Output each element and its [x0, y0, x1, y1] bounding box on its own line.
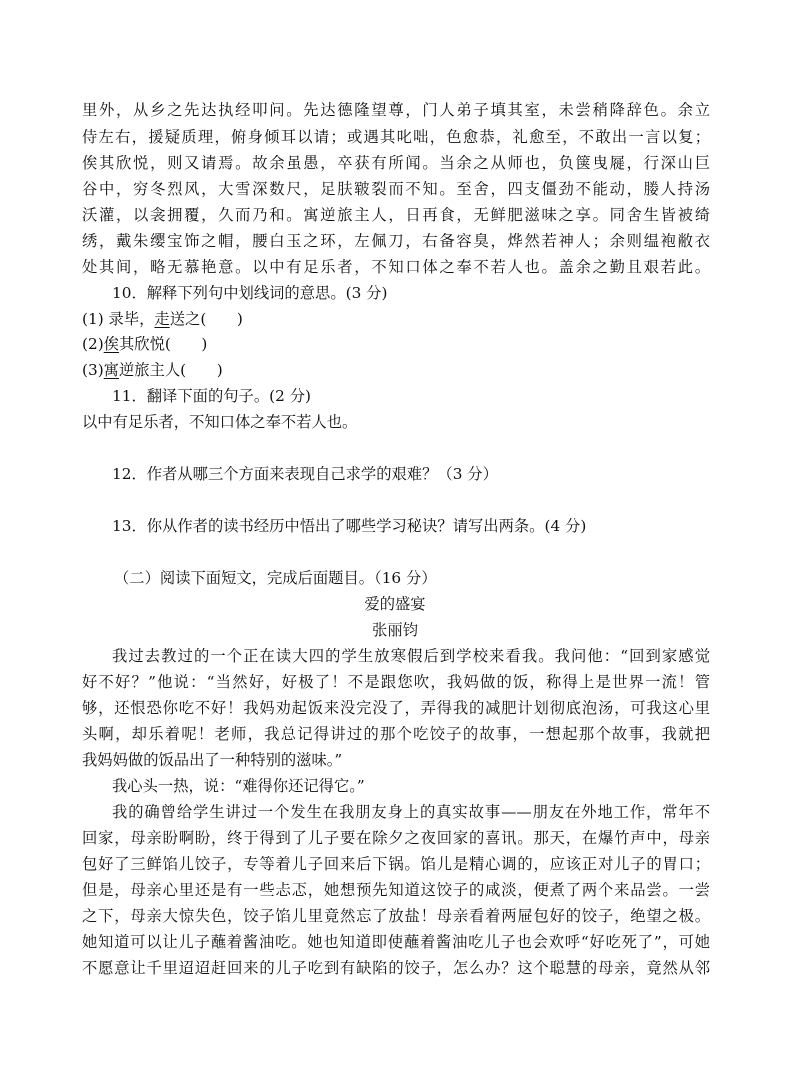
- essay-line: 包好了三鲜馅儿饺子，专等着儿子回来后下锅。馅儿是精心调的，应该正对儿子的胃口；: [82, 855, 710, 873]
- question-10-stem: 10．解释下列句中划线词的意思。(3 分): [112, 284, 388, 302]
- essay-line: 不愿意让千里迢迢赶回来的儿子吃到有缺陷的饺子，怎么办？这个聪慧的母亲，竟然从邻: [82, 959, 710, 977]
- passage-line: 侍左右，援疑质理，俯身倾耳以请；或遇其叱咄，色愈恭，礼愈至，不敢出一言以复；: [82, 128, 710, 146]
- essay-line: 但是，母亲心里还是有一些忐忑，她想预先知道这饺子的咸淡，便煮了两个来品尝。一尝: [82, 881, 710, 899]
- passage-line: 俟其欣悦，则又请焉。故余虽愚，卒获有所闻。当余之从师也，负箧曳屣，行深山巨: [82, 154, 710, 172]
- essay-title: 爱的盛宴: [364, 595, 426, 613]
- essay-line: 她知道可以让儿子蘸着酱油吃。她也知道即使蘸着酱油吃儿子也会欢呼“好吃死了”，可她: [82, 933, 710, 951]
- underlined-word: 寓: [103, 361, 119, 379]
- passage-line: 里外，从乡之先达执经叩问。先达德隆望尊，门人弟子填其室，未尝稍降辞色。余立: [82, 101, 710, 119]
- essay-line: 我的确曾给学生讲过一个发生在我朋友身上的真实故事——朋友在外地工作，常年不: [112, 803, 710, 821]
- question-12-stem: 12．作者从哪三个方面来表现自己求学的艰难？（3 分）: [112, 465, 498, 483]
- question-10-item-2: (2)俟其欣悦( ): [82, 335, 208, 353]
- passage-line: 谷中，穷冬烈风，大雪深数尺，足肤皲裂而不知。至舍，四支僵劲不能动，媵人持汤: [82, 180, 710, 198]
- essay-line: 我妈妈做的饭品出了一种特别的滋味。”: [82, 751, 343, 769]
- essay-author: 张丽钧: [372, 621, 418, 639]
- question-11-stem: 11．翻译下面的句子。(2 分): [112, 387, 311, 405]
- essay-line: 我过去教过的一个正在读大四的学生放寒假后到学校来看我。我问他：“回到家感觉: [112, 647, 710, 665]
- question-11-sentence: 以中有足乐者，不知口体之奉不若人也。: [82, 413, 358, 431]
- essay-line: 头啊，却乐着呢！老师，我总记得讲过的那个吃饺子的故事，一想起那个故事，我就把: [82, 725, 710, 743]
- underlined-word: 走: [154, 310, 170, 328]
- underlined-word: 俟: [103, 335, 119, 353]
- question-10-item-1: (1) 录毕，走送之( ): [82, 310, 243, 328]
- passage-line: 处其间，略无慕艳意。以中有足乐者，不知口体之奉不若人也。盖余之勤且艰若此。: [82, 258, 710, 276]
- question-13-stem: 13．你从作者的读书经历中悟出了哪些学习秘诀？请写出两条。(4 分): [112, 517, 587, 535]
- passage-line: 沃灌，以衾拥覆，久而乃和。寓逆旅主人，日再食，无鲜肥滋味之享。同舍生皆被绮: [82, 206, 710, 224]
- essay-line: 之下，母亲大惊失色，饺子馅儿里竟然忘了放盐！母亲看着两屉包好的饺子，绝望之极。: [82, 907, 710, 925]
- section-heading: （二）阅读下面短文，完成后面题目。（16 分）: [114, 569, 437, 587]
- essay-line: 我心头一热，说：“难得你还记得它。”: [112, 777, 365, 795]
- question-10-item-3: (3)寓逆旅主人( ): [82, 361, 223, 379]
- essay-line: 回家，母亲盼啊盼，终于得到了儿子要在除夕之夜回家的喜讯。那天，在爆竹声中，母亲: [82, 829, 710, 847]
- essay-line: 好不好？”他说：“当然好，好极了！不是跟您吹，我妈做的饭，称得上是世界一流！管: [82, 673, 710, 691]
- essay-line: 够，还恨恐你吃不好！我妈劝起饭来没完没了，弄得我的减肥计划彻底泡汤，可我这心里: [82, 699, 710, 717]
- passage-line: 绣，戴朱缨宝饰之帽，腰白玉之环，左佩刀，右备容臭，烨然若神人；余则缊袍敝衣: [82, 232, 710, 250]
